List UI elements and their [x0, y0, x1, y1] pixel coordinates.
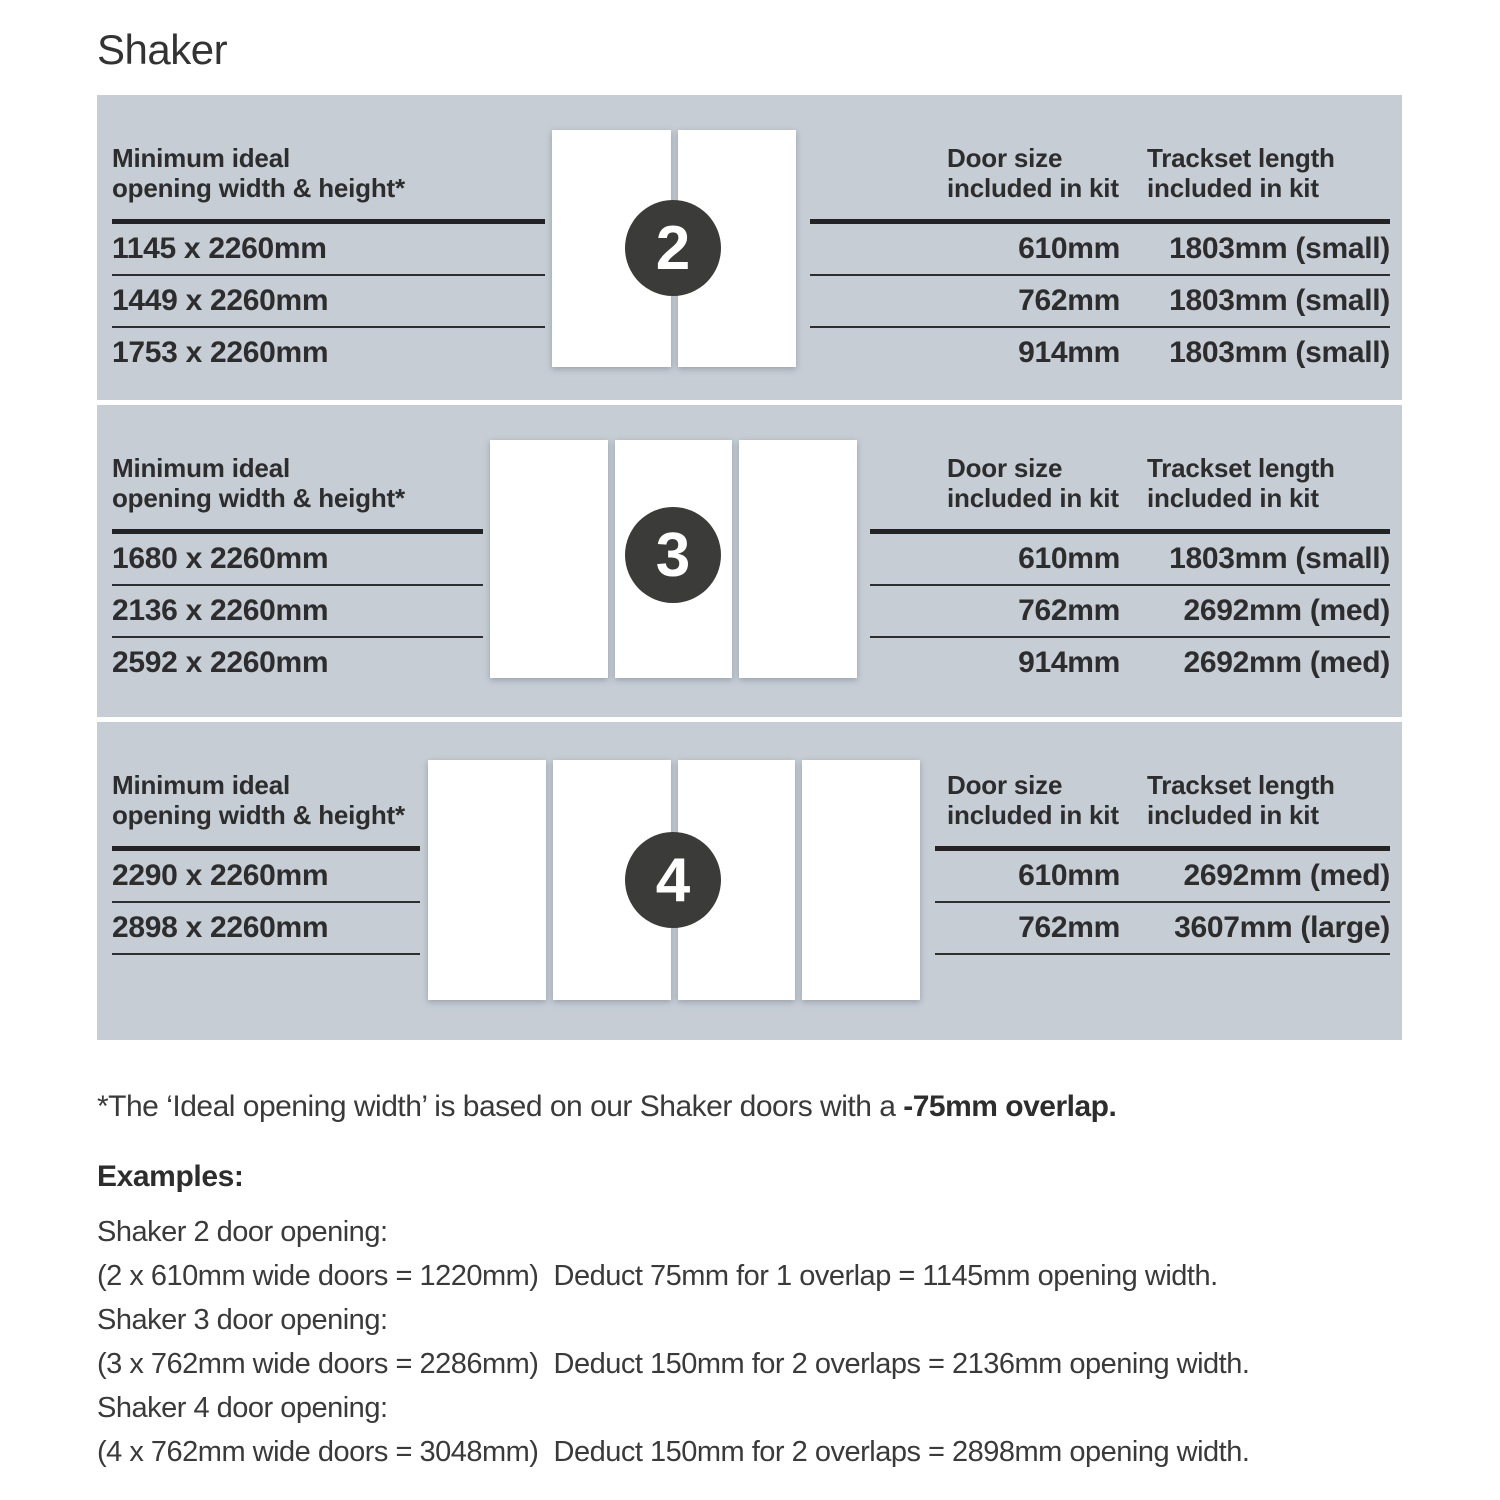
opening-header-line2: opening width & height*	[112, 483, 405, 513]
door-size-header-line1: Door size	[947, 143, 1063, 173]
trackset-cell: 2692mm (med)	[1183, 594, 1390, 627]
door-size-cell: 610mm	[1018, 542, 1120, 575]
trackset-cell: 1803mm (small)	[1169, 232, 1390, 265]
footnote-bold-text: -75mm overlap.	[903, 1090, 1117, 1123]
door-count-badge: 4	[625, 832, 721, 928]
door-size-header-line2: included in kit	[947, 173, 1119, 203]
opening-size-cell: 2898 x 2260mm	[112, 911, 329, 944]
door-size-header-line1: Door size	[947, 770, 1063, 800]
kit-row	[810, 328, 1390, 378]
door-size-header-line2: included in kit	[947, 483, 1119, 513]
footnote-text: *The ‘Ideal opening width’ is based on our Shaker doors with a	[97, 1090, 904, 1123]
door-size-header-line1: Door size	[947, 453, 1063, 483]
door-size-cell: 762mm	[1018, 594, 1120, 627]
opening-size-cell: 1680 x 2260mm	[112, 542, 329, 575]
kit-row	[870, 638, 1390, 688]
trackset-header	[1147, 143, 1335, 203]
kit-row	[870, 586, 1390, 636]
door-size-cell: 914mm	[1018, 336, 1120, 369]
kit-row	[870, 534, 1390, 584]
opening-header-line1: Minimum ideal	[112, 453, 290, 483]
opening-header-line2: opening width & height*	[112, 173, 405, 203]
trackset-header-line2: included in kit	[1147, 800, 1319, 830]
opening-size-cell: 1753 x 2260mm	[112, 336, 329, 369]
opening-size-cell: 2136 x 2260mm	[112, 594, 329, 627]
example-line: (4 x 762mm wide doors = 3048mm) Deduct 150mm for 2 overlaps = 2898mm opening width.	[97, 1436, 1250, 1468]
door-panel	[802, 760, 920, 1000]
door-size-cell: 762mm	[1018, 911, 1120, 944]
opening-column-header	[112, 453, 483, 513]
kit-columns	[870, 453, 1390, 688]
example-line: Shaker 4 door opening:	[97, 1392, 388, 1424]
trackset-cell: 1803mm (small)	[1169, 336, 1390, 369]
row-divider	[935, 953, 1390, 955]
section-2-door	[97, 95, 1402, 400]
spec-panel	[97, 95, 1402, 1040]
examples-heading: Examples:	[97, 1160, 244, 1193]
kit-columns	[810, 143, 1390, 378]
kit-row	[810, 224, 1390, 274]
example-line: (3 x 762mm wide doors = 2286mm) Deduct 150mm for 2 overlaps = 2136mm opening width.	[97, 1348, 1250, 1380]
opening-column	[112, 770, 420, 955]
trackset-header-line2: included in kit	[1147, 483, 1319, 513]
trackset-header-line1: Trackset length	[1147, 453, 1335, 483]
door-panel	[490, 440, 608, 678]
opening-column-header	[112, 770, 420, 830]
opening-header-line1: Minimum ideal	[112, 770, 290, 800]
trackset-cell: 2692mm (med)	[1183, 646, 1390, 679]
opening-header-line2: opening width & height*	[112, 800, 405, 830]
trackset-header	[1147, 453, 1335, 513]
trackset-cell: 2692mm (med)	[1183, 859, 1390, 892]
opening-column	[112, 453, 483, 688]
door-size-header	[947, 143, 1119, 203]
door-size-header	[947, 770, 1119, 830]
row-divider	[112, 953, 420, 955]
door-size-cell: 610mm	[1018, 232, 1120, 265]
kit-columns	[935, 770, 1390, 955]
example-line: Shaker 2 door opening:	[97, 1216, 388, 1248]
trackset-cell: 1803mm (small)	[1169, 542, 1390, 575]
trackset-cell: 1803mm (small)	[1169, 284, 1390, 317]
door-count-badge: 3	[625, 507, 721, 603]
kit-row	[935, 851, 1390, 901]
door-size-cell: 610mm	[1018, 859, 1120, 892]
door-panel	[428, 760, 546, 1000]
door-size-header-line2: included in kit	[947, 800, 1119, 830]
footnote	[97, 1090, 1116, 1124]
opening-column-header	[112, 143, 545, 203]
opening-column	[112, 143, 545, 378]
opening-size-cell: 1145 x 2260mm	[112, 232, 327, 265]
trackset-header-line1: Trackset length	[1147, 770, 1335, 800]
trackset-header	[1147, 770, 1335, 830]
section-3-door	[97, 400, 1402, 717]
trackset-header-line2: included in kit	[1147, 173, 1319, 203]
opening-size-cell: 2290 x 2260mm	[112, 859, 329, 892]
section-4-door	[97, 717, 1402, 1040]
kit-column-headers	[810, 143, 1390, 203]
kit-row	[935, 903, 1390, 953]
kit-column-headers	[870, 453, 1390, 513]
door-panel	[739, 440, 857, 678]
trackset-cell: 3607mm (large)	[1174, 911, 1390, 944]
example-line: Shaker 3 door opening:	[97, 1304, 388, 1336]
kit-row	[810, 276, 1390, 326]
door-size-cell: 762mm	[1018, 284, 1120, 317]
page-title: Shaker	[97, 26, 228, 73]
opening-size-cell: 2592 x 2260mm	[112, 646, 329, 679]
opening-size-cell: 1449 x 2260mm	[112, 284, 329, 317]
door-size-cell: 914mm	[1018, 646, 1120, 679]
example-line: (2 x 610mm wide doors = 1220mm) Deduct 75mm for 1 overlap = 1145mm opening width.	[97, 1260, 1218, 1292]
door-count-badge: 2	[625, 200, 721, 296]
kit-column-headers	[935, 770, 1390, 830]
trackset-header-line1: Trackset length	[1147, 143, 1335, 173]
door-size-header	[947, 453, 1119, 513]
examples-block	[97, 1160, 1249, 1474]
opening-header-line1: Minimum ideal	[112, 143, 290, 173]
